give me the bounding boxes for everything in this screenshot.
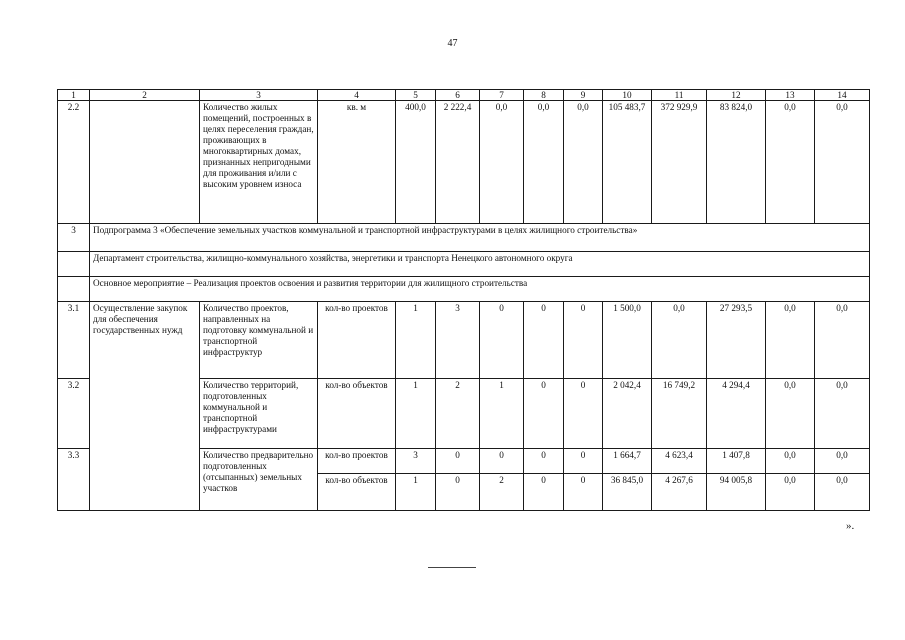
value-cell: 0	[524, 302, 564, 379]
row-number: 3	[58, 224, 90, 252]
unit-cell: кв. м	[318, 101, 396, 224]
unit-cell: кол-во проектов	[318, 302, 396, 379]
column-header: 5	[396, 90, 436, 101]
value-cell: 0,0	[815, 474, 870, 511]
value-cell: 3	[436, 302, 480, 379]
value-cell: 372 929,9	[652, 101, 707, 224]
value-cell: 0	[564, 474, 603, 511]
indicator-name: Количество территорий, подготовленных коммунальной и транспортной инфраструктурами	[200, 379, 318, 449]
column-header: 7	[480, 90, 524, 101]
value-cell: 94 005,8	[707, 474, 766, 511]
table-row	[58, 302, 870, 379]
value-cell: 1	[396, 379, 436, 449]
main-event-title: Основное мероприятие – Реализация проектов освоения и развития территории для жилищного строительства	[90, 277, 870, 302]
column-header: 10	[603, 90, 652, 101]
value-cell: 0,0	[815, 449, 870, 474]
value-cell: 83 824,0	[707, 101, 766, 224]
column-number-row	[58, 90, 870, 101]
footer-divider	[428, 567, 476, 568]
value-cell: 3	[396, 449, 436, 474]
value-cell: 0	[524, 379, 564, 449]
table-row	[58, 101, 870, 224]
indicator-name: Количество предварительно подготовленных (отсыпанных) земельных участков	[200, 449, 318, 511]
value-cell: 0,0	[564, 101, 603, 224]
value-cell: 105 483,7	[603, 101, 652, 224]
value-cell: 0,0	[766, 302, 815, 379]
value-cell: 1	[480, 379, 524, 449]
value-cell: 0	[480, 449, 524, 474]
department-row	[58, 252, 870, 277]
value-cell: 0,0	[815, 379, 870, 449]
subprogram-row	[58, 224, 870, 252]
value-cell: 0	[436, 474, 480, 511]
indicator-name: Количество проектов, направленных на подготовку коммунальной и транспортной инфраструктур	[200, 302, 318, 379]
value-cell: 0,0	[766, 101, 815, 224]
event-cell: Осуществление закупок для обеспечения государственных нужд	[90, 302, 200, 511]
value-cell: 0,0	[766, 474, 815, 511]
indicator-name: Количество жилых помещений, построенных в целях переселения граждан, проживающих в многоквартирных домах, признанных непригодными для проживания и/или с высоким уровнем износа	[200, 101, 318, 224]
value-cell: 2	[436, 379, 480, 449]
value-cell: 0,0	[766, 379, 815, 449]
column-header: 4	[318, 90, 396, 101]
subprogram-title: Подпрограмма 3 «Обеспечение земельных участков коммунальной и транспортной инфраструктурами в целях жилищного строительства»	[90, 224, 870, 252]
column-header: 11	[652, 90, 707, 101]
department-name: Департамент строительства, жилищно-коммунального хозяйства, энергетики и транспорта Ненецкого автономного округа	[90, 252, 870, 277]
column-header: 1	[58, 90, 90, 101]
column-header: 9	[564, 90, 603, 101]
column-header: 8	[524, 90, 564, 101]
column-header: 6	[436, 90, 480, 101]
value-cell: 1 407,8	[707, 449, 766, 474]
row-number: 2.2	[58, 101, 90, 224]
column-header: 13	[766, 90, 815, 101]
row-number: 3.2	[58, 379, 90, 449]
value-cell: 36 845,0	[603, 474, 652, 511]
value-cell: 0,0	[815, 101, 870, 224]
closing-quote-mark: ».	[846, 520, 855, 532]
value-cell: 0,0	[652, 302, 707, 379]
value-cell: 0,0	[480, 101, 524, 224]
value-cell: 2	[480, 474, 524, 511]
value-cell: 0	[436, 449, 480, 474]
value-cell: 27 293,5	[707, 302, 766, 379]
unit-cell: кол-во объектов	[318, 379, 396, 449]
value-cell: 0	[524, 449, 564, 474]
value-cell: 0	[524, 474, 564, 511]
column-header: 2	[90, 90, 200, 101]
value-cell: 0,0	[766, 449, 815, 474]
value-cell: 0	[564, 449, 603, 474]
column-header: 12	[707, 90, 766, 101]
value-cell: 1 500,0	[603, 302, 652, 379]
column-header: 14	[815, 90, 870, 101]
row-number: 3.3	[58, 449, 90, 511]
value-cell: 4 294,4	[707, 379, 766, 449]
value-cell: 1	[396, 474, 436, 511]
indicators-table	[57, 89, 870, 511]
value-cell: 2 222,4	[436, 101, 480, 224]
row-number: 3.1	[58, 302, 90, 379]
value-cell: 0,0	[815, 302, 870, 379]
value-cell: 16 749,2	[652, 379, 707, 449]
event-cell	[90, 101, 200, 224]
value-cell: 4 623,4	[652, 449, 707, 474]
page-number: 47	[447, 38, 458, 49]
value-cell: 1	[396, 302, 436, 379]
value-cell: 4 267,6	[652, 474, 707, 511]
unit-cell: кол-во проектов	[318, 449, 396, 474]
value-cell: 0	[480, 302, 524, 379]
value-cell: 400,0	[396, 101, 436, 224]
column-header: 3	[200, 90, 318, 101]
main-event-row	[58, 277, 870, 302]
value-cell: 1 664,7	[603, 449, 652, 474]
value-cell: 2 042,4	[603, 379, 652, 449]
value-cell: 0	[564, 379, 603, 449]
empty-cell	[58, 252, 90, 277]
unit-cell: кол-во объектов	[318, 474, 396, 511]
value-cell: 0	[564, 302, 603, 379]
empty-cell	[58, 277, 90, 302]
value-cell: 0,0	[524, 101, 564, 224]
